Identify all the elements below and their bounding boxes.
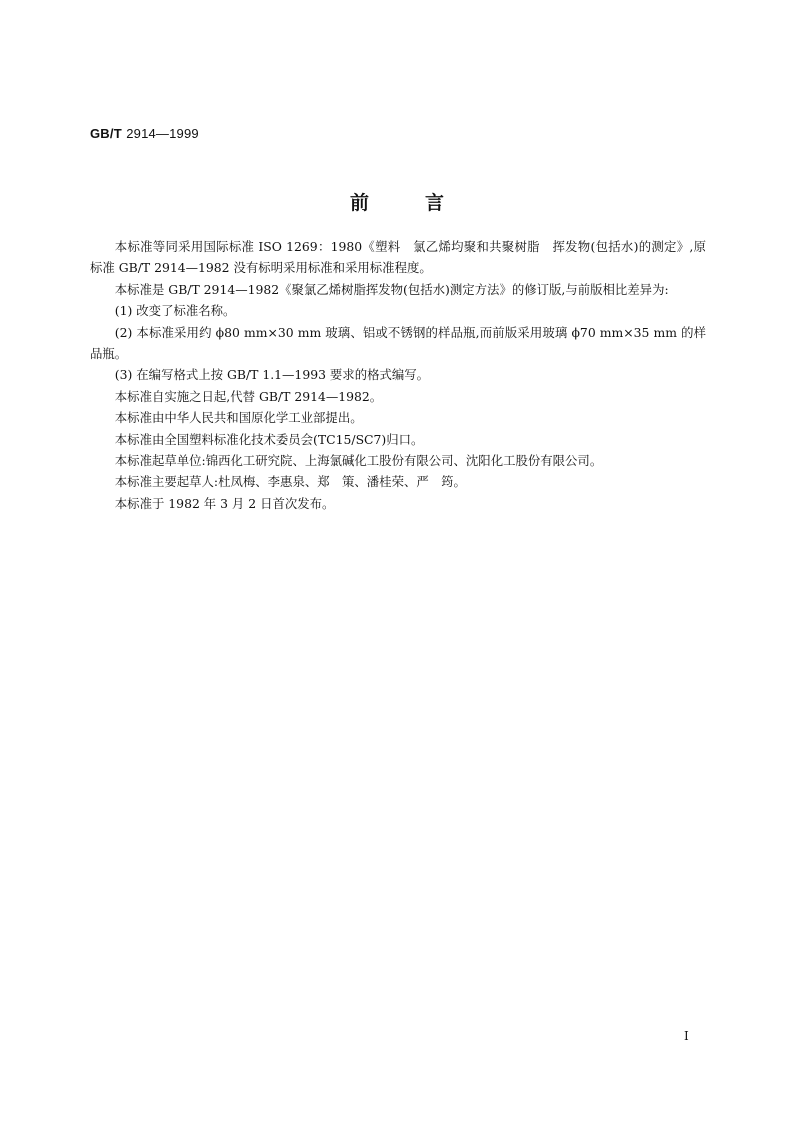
list-item-change-3: (3) 在编写格式上按 GB/T 1.1—1993 要求的格式编写。 <box>114 367 430 383</box>
page-title <box>0 188 794 215</box>
paragraph-drafters: 本标准主要起草人:杜凤梅、李惠泉、郑 策、潘桂荣、严 筠。 <box>114 474 466 490</box>
paragraph-committee: 本标准由全国塑料标准化技术委员会(TC15/SC7)归口。 <box>114 431 424 447</box>
list-item-change-2: (2) 本标准采用约 ϕ80 mm×30 mm 玻璃、铝或不锈钢的样品瓶,而前版采用玻璃 ϕ70 mm×35 mm 的样品瓶。 <box>90 324 706 362</box>
paragraph-revision: 本标准是 GB/T 2914—1982《聚氯乙烯树脂挥发物(包括水)测定方法》的修订版,与前版相比差异为: <box>114 281 669 297</box>
page-title-char-2: 言 <box>425 192 445 214</box>
foreword-body <box>90 236 706 514</box>
paragraph-adoption: 本标准等同采用国际标准 ISO 1269：1980《塑料 氯乙烯均聚和共聚树脂 挥发物(包括水)的测定》,原标准 GB/T 2914—1982 没有标明采用标准和采用标准程度。 <box>90 239 706 276</box>
paragraph-replacement: 本标准自实施之日起,代替 GB/T 2914—1982。 <box>114 388 383 404</box>
list-item-change-1: (1) 改变了标准名称。 <box>114 303 236 319</box>
page-title-char-1: 前 <box>349 192 369 214</box>
paragraph-drafting-units: 本标准起草单位:锦西化工研究院、上海氯碱化工股份有限公司、沈阳化工股份有限公司。 <box>114 453 603 469</box>
paragraph-first-issue: 本标准于 1982 年 3 月 2 日首次发布。 <box>114 495 335 511</box>
standard-code <box>90 126 199 142</box>
page-number: I <box>684 1029 689 1043</box>
standard-code-number: 2914—1999 <box>126 126 199 141</box>
standard-code-prefix: GB/T <box>90 126 122 141</box>
paragraph-proposer: 本标准由中华人民共和国原化学工业部提出。 <box>114 410 363 426</box>
